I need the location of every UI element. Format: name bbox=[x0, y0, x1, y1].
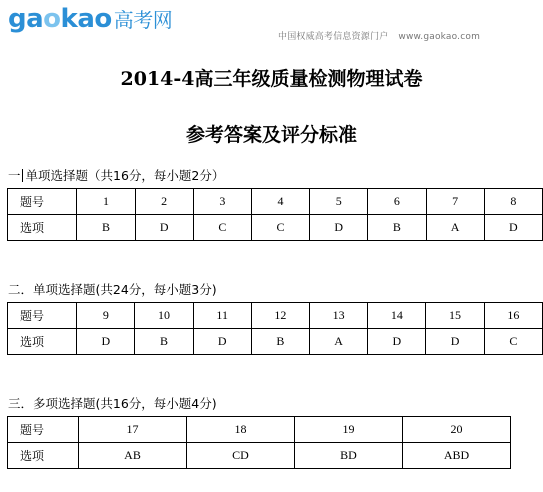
answer-cell: A bbox=[426, 215, 484, 241]
answer-cell: A bbox=[310, 329, 368, 355]
question-number: 4 bbox=[251, 189, 309, 215]
section-3-label: 三．多项选择题(共16分，每小题4分) bbox=[8, 396, 217, 411]
row-header-answer: 选项 bbox=[8, 443, 79, 469]
row-header-question: 题号 bbox=[8, 417, 79, 443]
row-header-question: 题号 bbox=[8, 189, 77, 215]
question-number: 10 bbox=[135, 303, 193, 329]
logo-text-c: kao bbox=[60, 4, 112, 34]
table-row-question-numbers bbox=[8, 303, 543, 329]
section-1-title: 单项选择题（共16分，每小题2分） bbox=[25, 168, 225, 183]
question-number: 17 bbox=[79, 417, 187, 443]
answer-cell: D bbox=[193, 329, 251, 355]
answer-cell: B bbox=[77, 215, 135, 241]
answer-cell: D bbox=[77, 329, 135, 355]
answer-cell: D bbox=[426, 329, 484, 355]
question-number: 13 bbox=[310, 303, 368, 329]
question-number: 11 bbox=[193, 303, 251, 329]
answer-cell: C bbox=[251, 215, 309, 241]
answer-cell: C bbox=[484, 329, 542, 355]
row-header-question: 题号 bbox=[8, 303, 77, 329]
row-header-answer: 选项 bbox=[8, 215, 77, 241]
question-number: 2 bbox=[135, 189, 193, 215]
section-2-answer-table bbox=[7, 302, 543, 355]
question-number: 14 bbox=[368, 303, 426, 329]
logo-text-cn: 高考网 bbox=[113, 8, 173, 32]
exam-title: 2014-4高三年级质量检测物理试卷 bbox=[120, 68, 423, 90]
section-2-label: 二．单项选择题(共24分，每小题3分) bbox=[8, 282, 217, 297]
table-row-answers bbox=[8, 329, 543, 355]
table-row-answers bbox=[8, 443, 511, 469]
gaokao-logo[interactable] bbox=[8, 4, 172, 35]
table-row-question-numbers bbox=[8, 417, 511, 443]
question-number: 1 bbox=[77, 189, 135, 215]
section-3-answer-table bbox=[7, 416, 511, 469]
answer-cell: AB bbox=[79, 443, 187, 469]
answer-cell: D bbox=[484, 215, 542, 241]
section-1-number: 一 bbox=[8, 168, 21, 183]
site-header bbox=[0, 0, 543, 44]
answer-cell: D bbox=[310, 215, 368, 241]
question-number: 8 bbox=[484, 189, 542, 215]
slogan-text: 中国权威高考信息资源门户 bbox=[278, 32, 389, 42]
question-number: 20 bbox=[403, 417, 511, 443]
answer-cell: C bbox=[193, 215, 251, 241]
question-number: 18 bbox=[187, 417, 295, 443]
question-number: 19 bbox=[295, 417, 403, 443]
answer-cell: CD bbox=[187, 443, 295, 469]
answer-cell: BD bbox=[295, 443, 403, 469]
logo-text-b: o bbox=[43, 4, 61, 34]
site-slogan bbox=[278, 29, 480, 42]
answer-cell: B bbox=[135, 329, 193, 355]
question-number: 9 bbox=[77, 303, 135, 329]
question-number: 7 bbox=[426, 189, 484, 215]
logo-text-a: ga bbox=[8, 4, 44, 34]
question-number: 6 bbox=[368, 189, 426, 215]
answer-cell: ABD bbox=[403, 443, 511, 469]
section-1-label bbox=[8, 166, 224, 184]
answer-cell: D bbox=[368, 329, 426, 355]
row-header-answer: 选项 bbox=[8, 329, 77, 355]
table-row-question-numbers bbox=[8, 189, 543, 215]
text-cursor bbox=[22, 169, 23, 182]
answer-cell: B bbox=[251, 329, 309, 355]
question-number: 15 bbox=[426, 303, 484, 329]
question-number: 5 bbox=[310, 189, 368, 215]
answer-cell: D bbox=[135, 215, 193, 241]
site-url-link[interactable]: www.gaokao.com bbox=[398, 32, 481, 42]
question-number: 3 bbox=[193, 189, 251, 215]
table-row-answers bbox=[8, 215, 543, 241]
question-number: 16 bbox=[484, 303, 542, 329]
section-1-answer-table bbox=[7, 188, 543, 241]
answer-key-title: 参考答案及评分标准 bbox=[185, 124, 357, 146]
question-number: 12 bbox=[251, 303, 309, 329]
answer-cell: B bbox=[368, 215, 426, 241]
